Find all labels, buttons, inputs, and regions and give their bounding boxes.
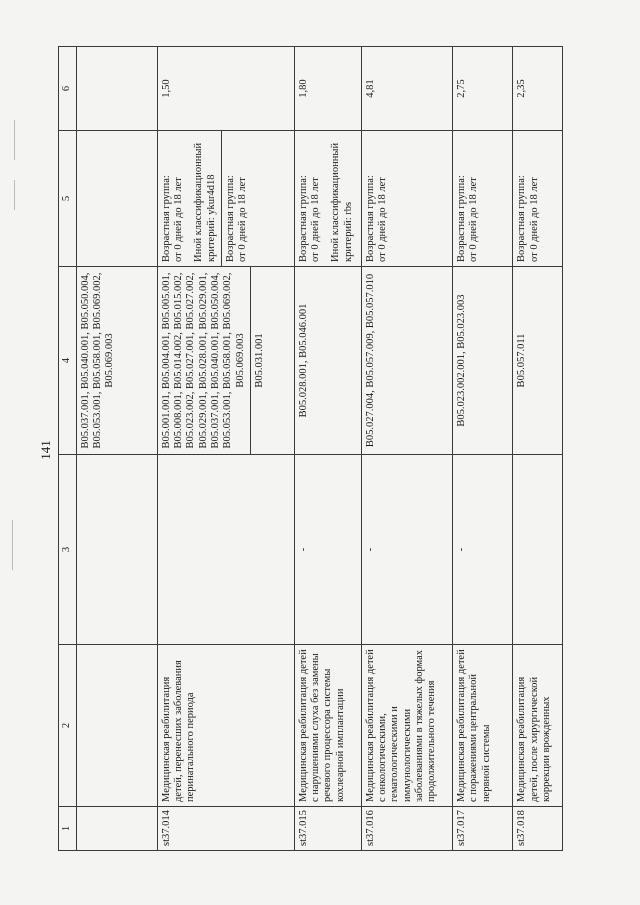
header-cell-2: 2 [59, 645, 77, 807]
cell-services [157, 267, 294, 455]
header-cell-1: 1 [59, 807, 77, 851]
header-cell-4: 4 [59, 267, 77, 455]
cell-coefficient: 4,81 [361, 47, 452, 131]
cell-code: st37.017 [452, 807, 512, 851]
cell-col3: - [361, 455, 452, 645]
cell-coefficient: 2,35 [513, 47, 563, 131]
cell-name: Медицинская реабилитация детей с нарушениями слуха без замены речевого процессора системы кохлеарной имплантации [294, 645, 361, 807]
table-row [361, 47, 452, 851]
cell-col3 [513, 455, 563, 645]
table-row [513, 47, 563, 851]
cell-name: Медицинская реабилитация детей с поражениями центральной нервной системы [452, 645, 512, 807]
cell-code: st37.016 [361, 807, 452, 851]
cell-criteria [76, 131, 157, 267]
cell-code: st37.014 [157, 807, 294, 851]
header-cell-6: 6 [59, 47, 77, 131]
scan-artifact [12, 520, 13, 570]
cell-coefficient: 2,75 [452, 47, 512, 131]
cell-col3: - [294, 455, 361, 645]
scan-artifact [14, 180, 15, 210]
table-row [157, 47, 294, 851]
table-row-continued [76, 47, 157, 851]
cell-services: B05.028.001, B05.046.001 [294, 267, 361, 455]
cell-code: st37.015 [294, 807, 361, 851]
header-cell-5: 5 [59, 131, 77, 267]
table-row [452, 47, 512, 851]
cell-services: B05.023.002.001, B05.023.003 [452, 267, 512, 455]
cell-name: Медицинская реабилитация детей, перенесших заболевания перинатального периода [157, 645, 294, 807]
cell-services: B05.037.001, B05.040.001, B05.050.004, B05.053.001, B05.058.001, B05.069.002, B05.069.003 [76, 267, 157, 455]
services-subcell: B05.001.001, B05.004.001, B05.005.001, B05.008.001, B05.014.002, B05.015.002, B05.023.002, B05.027.001, B05.027.002, B05.029.001, B05.028.001, B05.029.001, B05.037.001, B05.040.001, B05.050.004, B05.053.001, B05.058.001, B05.069.002, B05.069.003 [160, 272, 246, 449]
cell-criteria [157, 131, 294, 267]
cell-criteria: Возрастная группа: от 0 дней до 18 лет [361, 131, 452, 267]
cell-name: Медицинская реабилитация детей с онкологическими, гематологическими и иммунологическими заболеваниями в тяжелых формах продолжительного течения [361, 645, 452, 807]
cell-code [76, 807, 157, 851]
criteria-subcell: Возрастная группа: от 0 дней до 18 лет [221, 131, 253, 266]
header-cell-3: 3 [59, 455, 77, 645]
cell-coefficient [76, 47, 157, 131]
cell-coefficient: 1,80 [294, 47, 361, 131]
cell-criteria: Возрастная группа: от 0 дней до 18 лет Иной классификационный критерий: rbs [294, 131, 361, 267]
page-number: 141 [38, 440, 53, 460]
cell-services: B05.057.011 [513, 267, 563, 455]
services-subcell: B05.031.001 [250, 267, 269, 454]
rotated-table-wrapper [58, 47, 563, 851]
cell-services: B05.027.004, B05.057.009, B05.057.010 [361, 267, 452, 455]
cell-code: st37.018 [513, 807, 563, 851]
tariff-table [58, 46, 563, 851]
cell-coefficient: 1,50 [157, 47, 294, 131]
cell-col3: - [452, 455, 512, 645]
cell-col3 [76, 455, 157, 645]
cell-criteria: Возрастная группа: от 0 дней до 18 лет [513, 131, 563, 267]
criteria-subcell: Возрастная группа: от 0 дней до 18 лет Иной классификационный критерий: ykur4d18 [160, 142, 217, 262]
cell-name: Медицинская реабилитация детей, после хирургической коррекции врожденных [513, 645, 563, 807]
scan-artifact [14, 120, 15, 160]
cell-name [76, 645, 157, 807]
cell-criteria: Возрастная группа: от 0 дней до 18 лет [452, 131, 512, 267]
table-header-row [59, 47, 77, 851]
table-row [294, 47, 361, 851]
cell-col3 [157, 455, 294, 645]
